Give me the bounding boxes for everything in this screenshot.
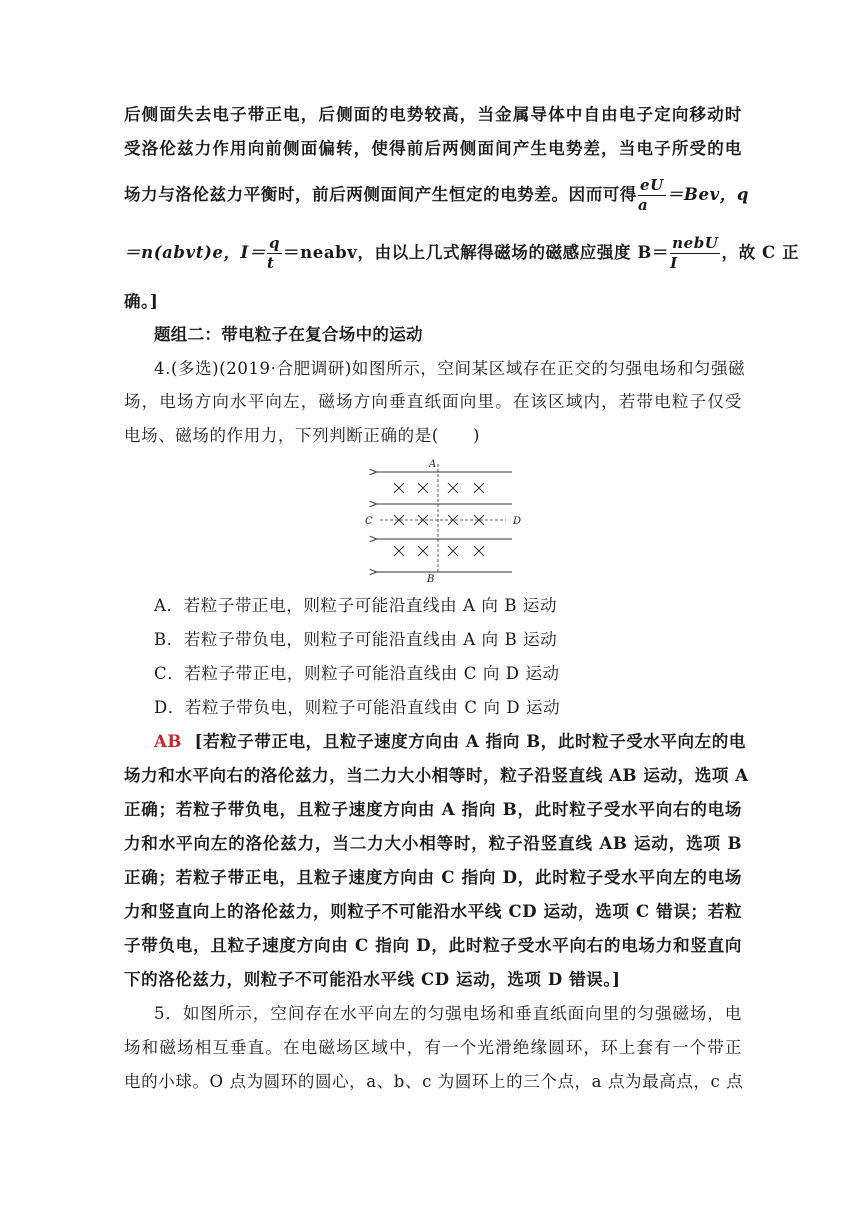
explanation-line: 场力和水平向右的洛伦兹力，当二力大小相等时，粒子沿竖直线 AB 运动，选项 A [124, 766, 749, 785]
question-4-line: 电场、磁场的作用力，下列判断正确的是( ) [124, 426, 481, 445]
field-diagram-svg [360, 456, 530, 586]
explanation-line: 下的洛伦兹力，则粒子不可能沿水平线 CD 运动，选项 D 错误。] [124, 970, 621, 989]
explanation-line: 力和竖直向上的洛伦兹力，则粒子不可能沿水平线 CD 运动，选项 C 错误；若粒 [124, 902, 742, 921]
explanation-line: 力和水平向左的洛伦兹力，当二力大小相等时，粒子沿竖直线 AB 运动，选项 B [124, 834, 742, 853]
text-segment: ，故 C 正 [721, 243, 800, 262]
answer-line [154, 730, 746, 754]
text-segment: 场力与洛伦兹力平衡时，前后两侧面间产生恒定的电势差。因而可得 [124, 185, 637, 204]
question-4-line: 场，电场方向水平向左，磁场方向垂直纸面向里。在该区域内，若带电粒子仅受 [124, 392, 742, 411]
option-d: D．若粒子带负电，则粒子可能沿直线由 C 向 D 运动 [154, 698, 561, 717]
field-diagram [360, 456, 530, 586]
fraction-eu-over-a [638, 178, 666, 213]
text-line-with-fraction [124, 234, 800, 272]
label-d: D [513, 516, 522, 527]
text-line: 后侧面失去电子带正电，后侧面的电势较高，当金属导体中自由电子定向移动时 [124, 105, 742, 124]
fraction-denominator: t [266, 254, 275, 272]
text-segment: ＝Bev，q [666, 185, 749, 204]
fraction-nebu-over-i [670, 236, 720, 271]
fraction-numerator: eU [640, 176, 664, 194]
text-line: 确。] [124, 292, 159, 311]
fraction-q-over-t [267, 236, 282, 271]
explanation-text: [若粒子带正电，且粒子速度方向由 A 指向 B，此时粒子受水平向左的电 [194, 732, 746, 751]
answer-key: AB [154, 732, 182, 751]
fraction-denominator: I [670, 254, 678, 272]
text-segment: ＝n(abvt)e，I＝ [124, 243, 266, 262]
explanation-line: 正确；若粒子带正电，且粒子速度方向由 C 指向 D，此时粒子受水平向左的电场 [124, 868, 742, 887]
label-a: A [429, 459, 437, 470]
question-5-line: 场和磁场相互垂直。在电磁场区域中，有一个光滑绝缘圆环，环上套有一个带正 [124, 1038, 742, 1057]
explanation-line: 正确；若粒子带负电，且粒子速度方向由 A 指向 B，此时粒子受水平向右的电场 [124, 800, 742, 819]
explanation-line: 子带负电，且粒子速度方向由 C 指向 D，此时粒子受水平向右的电场力和竖直向 [124, 936, 742, 955]
label-c: C [365, 516, 373, 527]
question-4-line: 4.(多选)(2019·合肥调研)如图所示，空间某区域存在正交的匀强电场和匀强磁 [154, 359, 746, 378]
question-5-line: 电的小球。O 点为圆环的圆心，a、b、c 为圆环上的三个点，a 点为最高点，c 点 [124, 1072, 744, 1091]
text-line: 受洛伦兹力作用向前侧面偏转，使得前后两侧面间产生电势差，当电子所受的电 [124, 139, 742, 158]
option-c: C．若粒子带正电，则粒子可能沿直线由 C 向 D 运动 [154, 664, 560, 683]
option-b: B．若粒子带负电，则粒子可能沿直线由 A 向 B 运动 [154, 630, 558, 649]
fraction-numerator: q [268, 234, 281, 252]
option-a: A．若粒子带正电，则粒子可能沿直线由 A 向 B 运动 [154, 596, 558, 615]
fraction-denominator: a [638, 196, 649, 214]
text-segment: ＝neabv，由以上几式解得磁场的磁感应强度 B＝ [283, 243, 670, 262]
text-line-with-fraction [124, 176, 749, 214]
magnetic-field-crosses [394, 483, 484, 556]
section-title: 题组二：带电粒子在复合场中的运动 [154, 325, 423, 344]
question-5-line: 5．如图所示，空间存在水平向左的匀强电场和垂直纸面向里的匀强磁场，电 [154, 1004, 742, 1023]
label-b: B [427, 574, 435, 585]
fraction-numerator: nebU [672, 234, 719, 252]
